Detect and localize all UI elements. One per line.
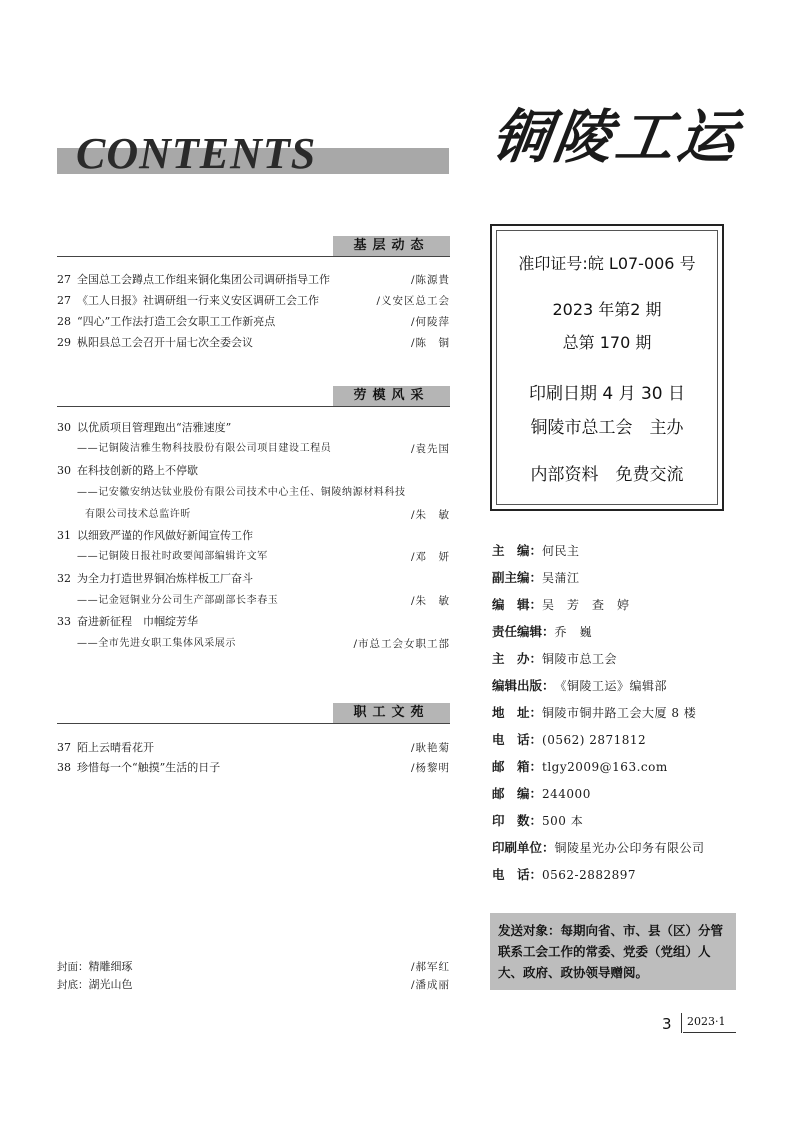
masthead-row xyxy=(492,864,742,886)
total-issue: 总第 170 期 xyxy=(562,333,652,352)
masthead-row xyxy=(492,810,742,832)
permit-number: 准印证号:皖 L07-006 号 xyxy=(518,254,696,273)
masthead-key: 邮 编： xyxy=(492,786,543,801)
toc-entry[interactable] xyxy=(57,612,450,632)
toc-page: 27 xyxy=(57,294,71,307)
masthead-key: 主 编： xyxy=(492,543,543,558)
toc-subline xyxy=(57,483,450,503)
sponsor: 铜陵市总工会 主办 xyxy=(530,418,684,438)
toc-entry[interactable] xyxy=(57,291,450,311)
toc-title: 珍惜每一个“触摸”生活的日子 xyxy=(77,761,221,774)
masthead-row xyxy=(492,567,742,589)
masthead-row xyxy=(492,837,742,859)
toc-page: 31 xyxy=(57,529,71,542)
issue-number: 2023 年第2 期 xyxy=(552,300,662,319)
toc-page: 38 xyxy=(57,761,71,774)
toc-entry[interactable] xyxy=(57,270,450,290)
masthead-key: 责任编辑： xyxy=(492,624,555,639)
toc-entry[interactable] xyxy=(57,569,450,589)
section-title: 职工文苑 xyxy=(333,703,450,723)
footer-divider xyxy=(681,1013,682,1033)
masthead-key: 电 话： xyxy=(492,867,543,882)
masthead-key: 电 话： xyxy=(492,732,543,747)
masthead-row xyxy=(492,756,742,778)
toc-title: 枞阳县总工会召开十届七次全委会议 xyxy=(77,336,253,349)
toc-author: /耿艳菊 xyxy=(410,742,450,754)
toc-subline xyxy=(57,547,450,567)
masthead-value: 铜陵市总工会 xyxy=(542,652,618,666)
toc-entry[interactable] xyxy=(57,333,450,353)
toc-entry[interactable] xyxy=(57,312,450,332)
toc-page: 33 xyxy=(57,615,71,628)
cover-credit xyxy=(57,958,450,976)
toc-author: /何陵萍 xyxy=(410,316,450,328)
toc-entry[interactable] xyxy=(57,758,450,778)
toc-subline xyxy=(57,591,450,611)
toc-entry[interactable] xyxy=(57,738,450,758)
toc-subline xyxy=(57,634,450,654)
masthead-key: 副主编： xyxy=(492,570,543,585)
masthead-key: 邮 箱： xyxy=(492,759,543,774)
masthead-value: 铜陵市铜井路工会大厦 8 楼 xyxy=(542,706,697,720)
distribution-note: 发送对象：每期向省、市、县（区）分管联系工会工作的常委、党委（党组）人大、政府、政协领导赠阅。 xyxy=(490,913,736,990)
masthead-key: 印 数： xyxy=(492,813,543,828)
toc-title: 奋进新征程 巾帼绽芳华 xyxy=(77,615,198,628)
toc-subtitle: ——记铜陵洁雅生物科技股份有限公司项目建设工程员 xyxy=(77,443,332,454)
toc-author: /义安区总工会 xyxy=(376,295,450,307)
circulation-note: 内部资料 免费交流 xyxy=(530,465,684,485)
toc-title: 以细致严谨的作风做好新闻宣传工作 xyxy=(77,529,253,542)
toc-title: 在科技创新的路上不停歇 xyxy=(77,464,198,477)
section-title: 劳模风采 xyxy=(333,386,450,406)
masthead-key: 编辑出版： xyxy=(492,678,555,693)
toc-title: 《工人日报》社调研组一行来义安区调研工会工作 xyxy=(77,294,319,307)
section-divider xyxy=(57,256,450,257)
toc-subtitle-continued: 有限公司技术总监许昕 xyxy=(85,509,191,520)
cover-label: 封底： xyxy=(57,979,89,991)
toc-entry[interactable] xyxy=(57,418,450,438)
toc-page: 27 xyxy=(57,273,71,286)
masthead-value: 吴 芳 查 婷 xyxy=(542,598,630,612)
toc-subtitle: ——记铜陵日报社时政要闻部编辑许文军 xyxy=(77,551,268,562)
print-date: 印刷日期 4 月 30 日 xyxy=(528,384,686,404)
cover-author: /郝军红 xyxy=(410,961,450,973)
masthead-row xyxy=(492,648,742,670)
footer-rule xyxy=(683,1032,736,1033)
toc-title: “四心”工作法打造工会女职工工作新亮点 xyxy=(77,315,276,328)
email-value[interactable]: tlgy2009@163.com xyxy=(542,760,668,774)
masthead-value: 《铜陵工运》编辑部 xyxy=(554,679,668,693)
toc-author: /市总工会女职工部 xyxy=(353,638,450,650)
masthead-value: 500 本 xyxy=(542,814,584,828)
masthead-row xyxy=(492,702,742,724)
back-cover-credit xyxy=(57,976,450,994)
brand-logo: 铜陵工运 xyxy=(487,103,745,171)
masthead-key: 印刷单位： xyxy=(492,840,555,855)
masthead-row xyxy=(492,675,742,697)
toc-author: /邓 妍 xyxy=(410,551,450,563)
contents-title: CONTENTS xyxy=(76,129,317,178)
toc-author: /杨黎明 xyxy=(410,762,450,774)
masthead-row xyxy=(492,621,742,643)
toc-page: 30 xyxy=(57,421,71,434)
toc-page: 30 xyxy=(57,464,71,477)
masthead-value: 0562-2882897 xyxy=(542,868,637,882)
masthead-row xyxy=(492,729,742,751)
toc-title: 全国总工会蹲点工作组来铜化集团公司调研指导工作 xyxy=(77,273,330,286)
masthead-value: 乔 巍 xyxy=(554,625,593,639)
masthead-value: 铜陵星光办公印务有限公司 xyxy=(554,841,705,855)
toc-subtitle: ——记金冠铜业分公司生产部副部长李春玉 xyxy=(77,595,279,606)
section-divider xyxy=(57,406,450,407)
masthead-row xyxy=(492,540,742,562)
toc-author: /朱 敏 xyxy=(410,509,450,521)
cover-label: 封面： xyxy=(57,961,89,973)
toc-author: /陈源貴 xyxy=(410,274,450,286)
masthead-value: 何民主 xyxy=(542,544,580,558)
masthead-value: 244000 xyxy=(542,787,591,801)
toc-entry[interactable] xyxy=(57,526,450,546)
toc-page: 37 xyxy=(57,741,71,754)
section-title: 基层动态 xyxy=(333,236,450,256)
masthead-key: 主 办： xyxy=(492,651,543,666)
masthead-key: 编 辑： xyxy=(492,597,543,612)
masthead-value: 吴蒲江 xyxy=(542,571,580,585)
toc-subtitle: ——全市先进女职工集体风采展示 xyxy=(77,638,236,649)
toc-page: 32 xyxy=(57,572,71,585)
cover-title: 精雕细琢 xyxy=(88,960,133,973)
publication-info-box xyxy=(490,224,724,511)
section-divider xyxy=(57,723,450,724)
masthead-row xyxy=(492,594,742,616)
toc-page: 29 xyxy=(57,336,71,349)
masthead-value: (0562) 2871812 xyxy=(542,733,647,747)
footer-issue: 2023·1 xyxy=(687,1015,726,1028)
toc-title: 为全力打造世界铜冶炼样板工厂奋斗 xyxy=(77,572,253,585)
toc-entry[interactable] xyxy=(57,461,450,481)
toc-subline xyxy=(57,439,450,459)
toc-author: /袁先国 xyxy=(410,443,450,455)
cover-title: 湖光山色 xyxy=(88,978,133,991)
toc-author: /朱 敏 xyxy=(410,595,450,607)
toc-page: 28 xyxy=(57,315,71,328)
toc-subline xyxy=(57,505,450,525)
page-number: 3 xyxy=(662,1015,672,1033)
toc-subtitle: ——记安徽安纳达钛业股份有限公司技术中心主任、铜陵纳源材料科技 xyxy=(77,487,406,498)
masthead-row xyxy=(492,783,742,805)
masthead-key: 地 址： xyxy=(492,705,543,720)
toc-author: /陈 铜 xyxy=(410,337,450,349)
toc-title: 以优质项目管理跑出“洁雅速度” xyxy=(77,421,232,434)
cover-author: /潘成丽 xyxy=(410,979,450,991)
toc-title: 陌上云晴看花开 xyxy=(77,741,154,754)
